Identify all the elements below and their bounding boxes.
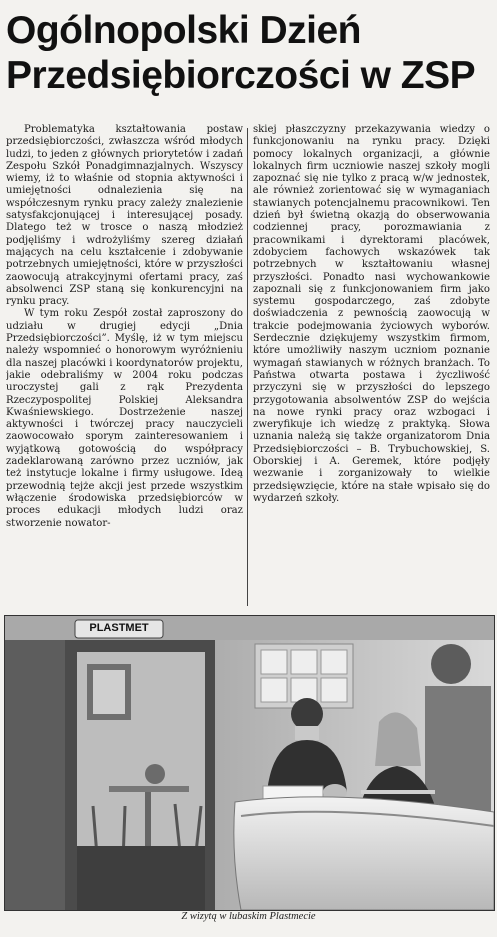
column-rule <box>247 128 248 606</box>
photo-caption: Z wizytą w lubaskim Plastmecie <box>181 911 316 922</box>
paragraph: skiej płaszczyzny przekazywania wiedzy o funkcjonowaniu na rynku pracy. Dzięki pomocy lokalnych organizacji, a głównie lokalnych firm uczniowie naszej szkoły mogli zapoznać się nie tylko z pracą w/w jednostek, ale również zorientować się w wymaganiach stawianych potencjalnemu pracownikowi. Ten dzień był świetną okazją do obserwowania codziennej pracy, porozmawiania z pracownikami i dyrektorami placówek, zdobyciem fachowych wskazówek tak potrzebnych w kształtowaniu własnej przyszłości. Ponadto nasi wychowankowie zapoznali się z funkcjonowaniem firm jako systemu gospodarczego, zaś zdobyte doświadczenia z pewnością zaowocują w trakcie podejmowania życiowych wyborów. Serdecznie dziękujemy wszystkim firmom, które umożliwiły naszym uczniom poznanie wymagań stawianych w różnych branżach. To Państwa otwarta postawa i życzliwość przyczyni się w przyszłości do lepszego przygotowania absolwentów ZSP do wejścia na nowe rynki pracy oraz wzbogaci i zweryfikuje ich wiedzę z praktyką. Słowa uznania należą się także organizatorom Dnia Przedsiębiorczości – B. Trybuchowskiej, S. Oborskiej i A. Geremek, które podjęły wezwanie i zorganizowały to wielkie przedsięwzięcie, które na stałe wpisało się do wydarzeń szkoły. <box>253 124 490 504</box>
headline-line-2: Przedsiębiorczości w ZSP <box>6 54 476 97</box>
paragraph: Problematyka kształtowania postaw przedsiębiorczości, zwłaszcza wśród młodych ludzi, to jeden z głównych priorytetów i zadań Zespołu Szkół Ponadgimnazjalnych. Wszyscy wiemy, iż to właśnie od stopnia aktywności i umiejętności odnalezienia się na współczesnym rynku pracy zależy znalezienie satysfakcjonującej i interesującej posady. Dlatego też w trosce o naszą młodzież podjęliśmy i wdrożyliśmy szereg działań mających na celu kształcenie i zdobywanie potrzebnych umiejętności, które w przyszłości zaowocują atrakcyjnymi ofertami pracy, zaś absolwenci ZSP staną się konkurencyjni na rynku pracy. <box>6 124 243 308</box>
paragraph: W tym roku Zespół został zaproszony do udziału w drugiej edycji „Dnia Przedsiębiorczości”. Myślę, iż w tym miejscu należy wspomnieć o honorowym wyróżnieniu dla naszej placówki i koordynatorów projektu, jakie odebraliśmy w 2004 roku podczas uroczystej gali z rąk Prezydenta Rzeczypospolitej Polskiej Aleksandra Kwaśniewskiego. Dostrzeżenie naszej aktywności i twórczej pracy nauczycieli zaowocowało sporym zainteresowaniem i wyjątkową gotowością do współpracy zadeklarowaną zarówno przez uczniów, jak też instytucje lokalne i firmy usługowe. Ideą przewodnią tejże akcji jest przede wszystkim włączenie środowiska przedsiębiorców w proces edukacji młodych ludzi oraz stworzenie nowator- <box>6 308 243 529</box>
article-column-1 <box>6 124 243 614</box>
company-sign: PLASTMET <box>89 622 149 634</box>
headline-line-1: Ogólnopolski Dzień <box>6 9 362 52</box>
article-headline <box>6 8 494 98</box>
article-column-2 <box>253 124 490 614</box>
article-body <box>6 124 490 614</box>
article-photo <box>4 615 495 911</box>
